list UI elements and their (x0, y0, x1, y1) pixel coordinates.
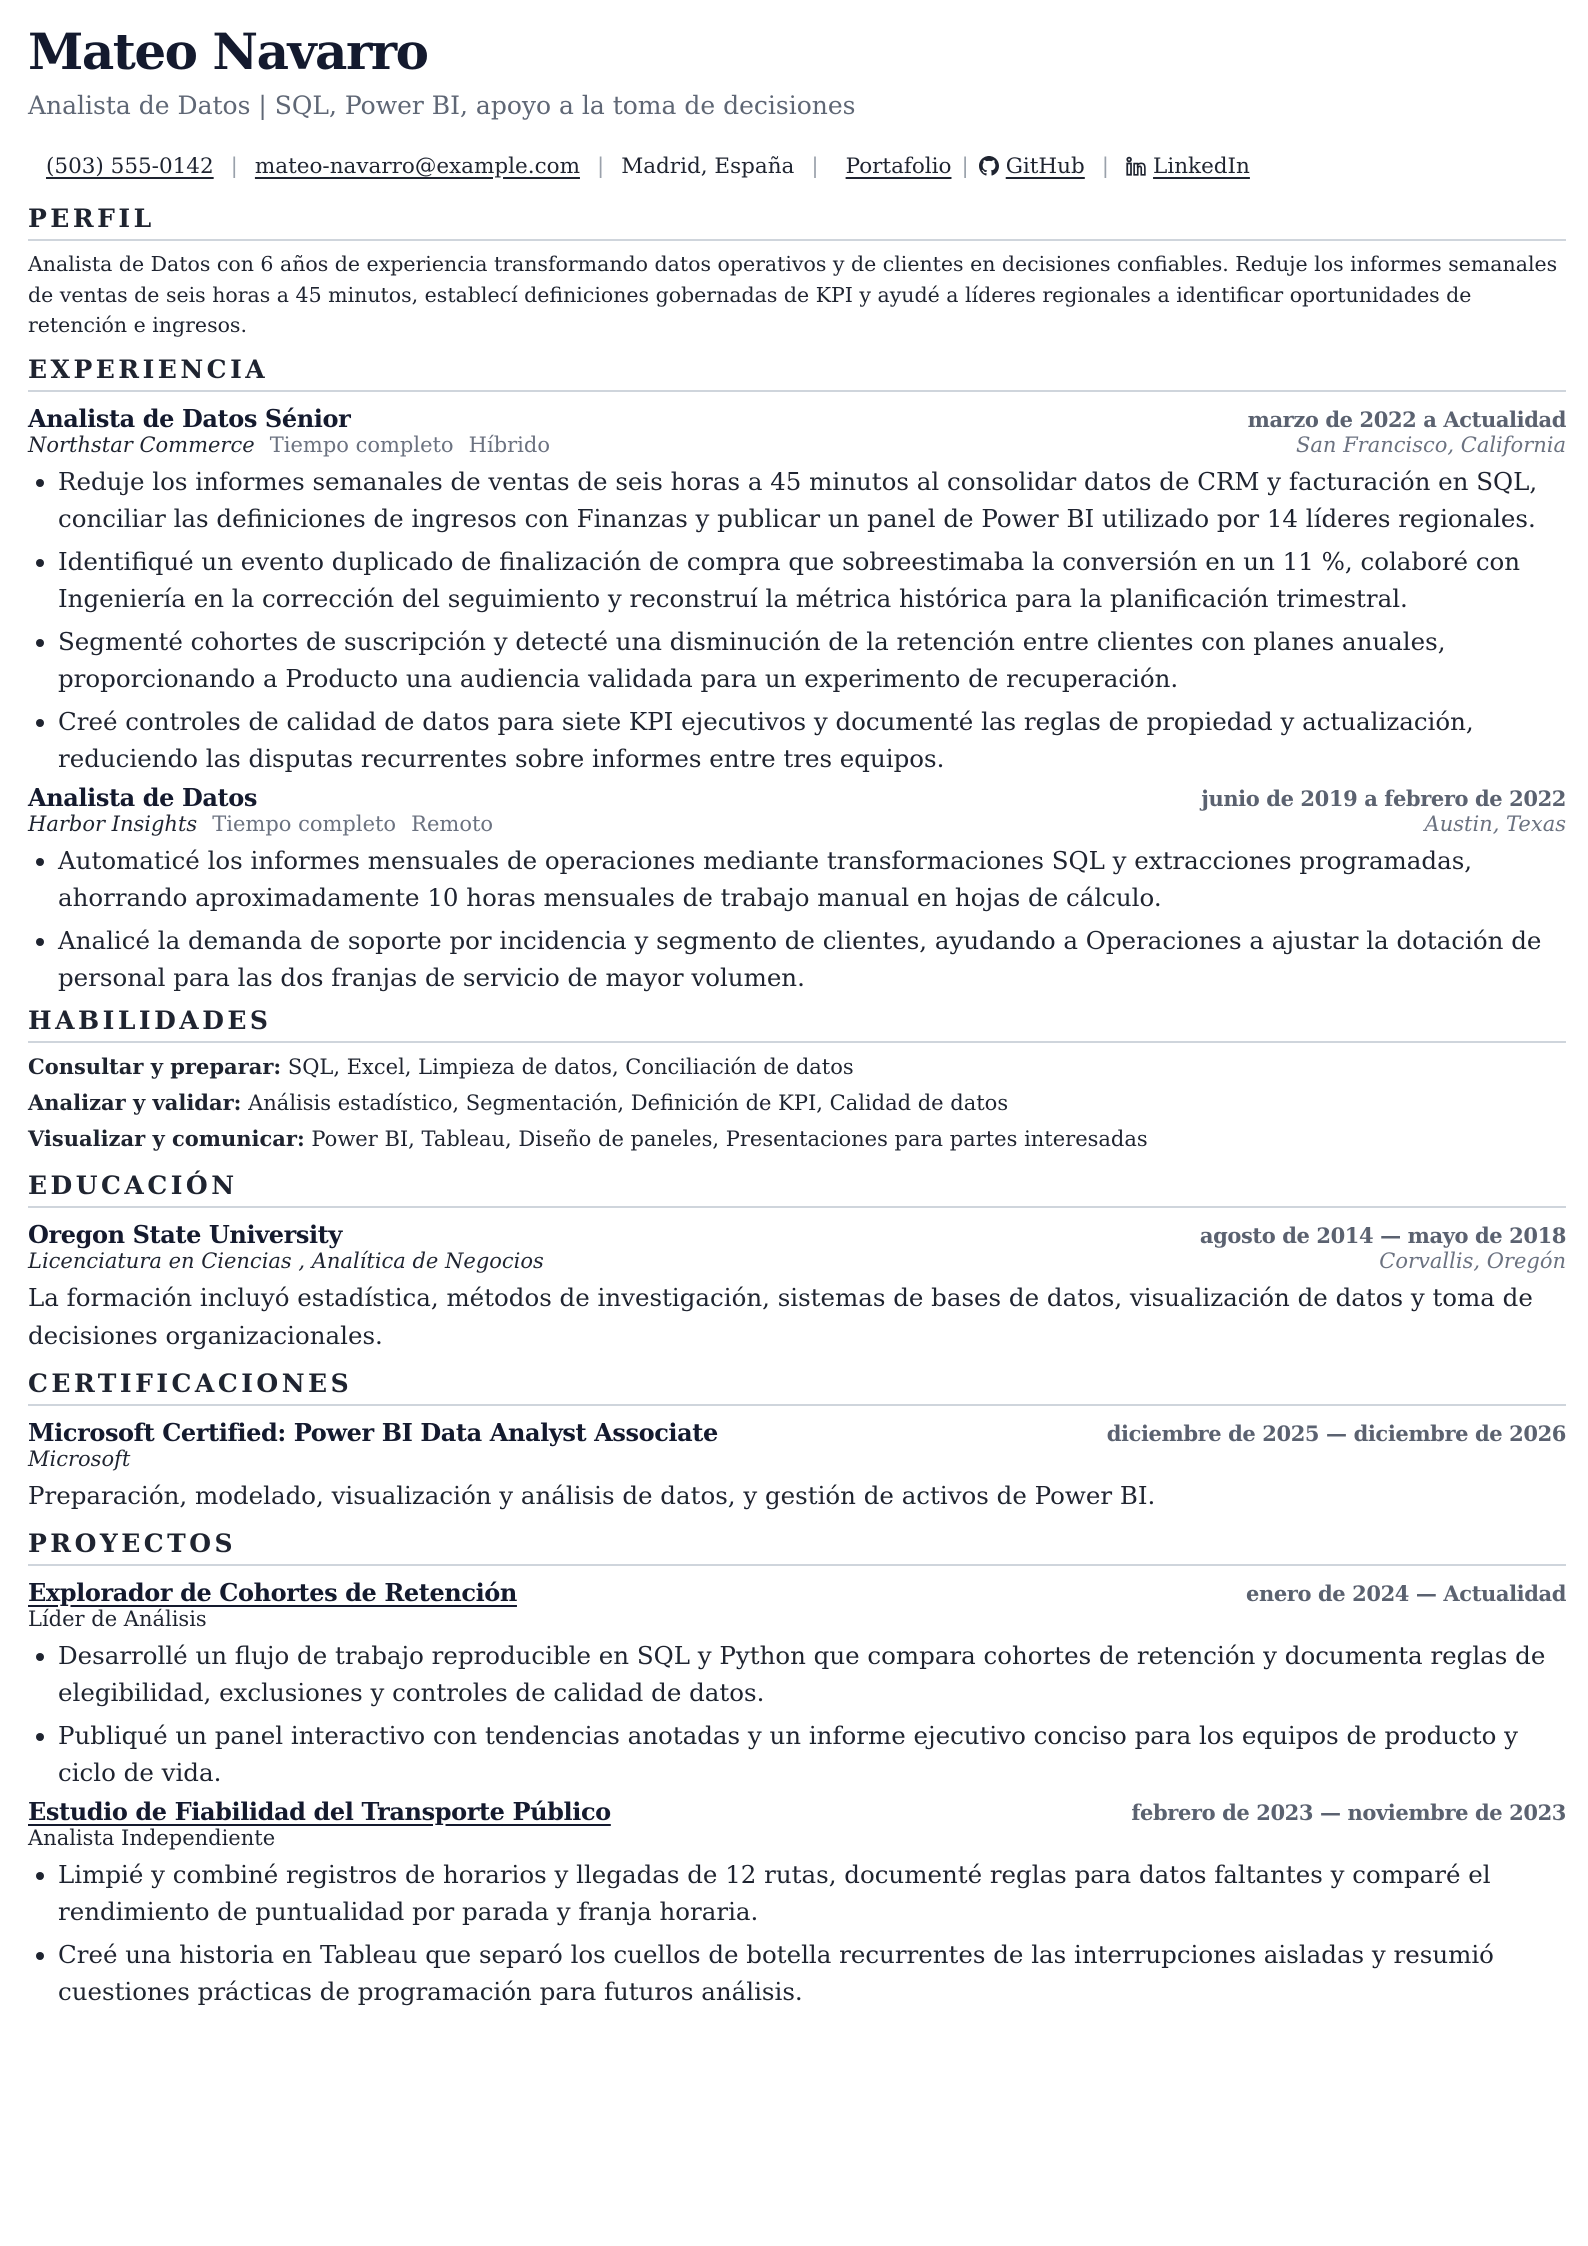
certification-issuer: Microsoft (28, 1446, 131, 1471)
experience-header (28, 404, 1566, 433)
job-dates: junio de 2019 a febrero de 2022 (1201, 785, 1566, 811)
divider: | (961, 153, 969, 179)
job-title: Analista de Datos (28, 782, 257, 812)
project-bullet: • Limpié y combiné registros de horarios y llegadas de 12 rutas, documenté reglas para datos faltantes y comparé el rendimiento de puntualidad por parada y franja horaria. (58, 1856, 1566, 1930)
skill-items: Power BI, Tableau, Diseño de paneles, Presentaciones para partes interesadas (311, 1126, 1148, 1151)
achievement-item: • Automaticé los informes mensuales de operaciones mediante transformaciones SQL y extracciones programadas, ahorrando aproximadamente 10 horas mensuales de trabajo manual en hojas de cálculo. (58, 842, 1566, 916)
skill-row (28, 1085, 1566, 1121)
achievement-item: • Segmenté cohortes de suscripción y detecté una disminución de la retención entre clientes con planes anuales, proporcionando a Producto una audiencia validada para un experimento de recuperación. (58, 623, 1566, 697)
project-bullet: • Creé una historia en Tableau que separó los cuellos de botella recurrentes de las interrupciones aisladas y resumió cuestiones prácticas de programación para futuros análisis. (58, 1936, 1566, 2010)
section-title-habilidades: HABILIDADES (28, 1004, 1566, 1043)
phone-link[interactable]: (503) 555-0142 (46, 153, 214, 179)
job-dates: marzo de 2022 a Actualidad (1247, 406, 1566, 432)
project-title-link[interactable]: Explorador de Cohortes de Retención (28, 1577, 517, 1607)
resume-page (28, 14, 1566, 2016)
project-bullet: • Publiqué un panel interactivo con tendencias anotadas y un informe ejecutivo conciso para los equipos de producto y ciclo de vida. (58, 1717, 1566, 1791)
certification-name: Microsoft Certified: Power BI Data Analyst Associate (28, 1417, 718, 1447)
section-title-educacion: EDUCACIÓN (28, 1169, 1566, 1208)
section-title-certificaciones: CERTIFICACIONES (28, 1367, 1566, 1406)
github-icon (979, 156, 999, 176)
job-title: Analista de Datos Sénior (28, 403, 351, 433)
education-description: La formación incluyó estadística, métodos de investigación, sistemas de bases de datos, visualización de datos y toma de decisiones organizacionales. (28, 1282, 1533, 1350)
experience-header (28, 783, 1566, 812)
project-dates: febrero de 2023 — noviembre de 2023 (1131, 1799, 1566, 1825)
education-dates: agosto de 2014 — mayo de 2018 (1199, 1222, 1566, 1248)
portfolio-link[interactable]: Portafolio (845, 153, 952, 179)
project-bullets (28, 1856, 1566, 2010)
profile-summary: Analista de Datos con 6 años de experiencia transformando datos operativos y de clientes en decisiones confiables. Reduje los informes semanales de ventas de seis horas a 45 minutos, establecí definiciones gobernadas de KPI y ayudé a líderes regionales a identificar oportunidades de retención e ingresos. (28, 252, 1558, 337)
employment-type: Tiempo completo (212, 811, 397, 836)
project-dates: enero de 2024 — Actualidad (1246, 1580, 1566, 1606)
company-name: Northstar Commerce (28, 432, 255, 457)
contact-bar (28, 150, 1566, 182)
certification-description: Preparación, modelado, visualización y análisis de datos, y gestión de activos de Power BI. (28, 1480, 1156, 1510)
education-header (28, 1220, 1566, 1249)
experience-entry (28, 404, 1566, 777)
skill-category: Consultar y preparar: (28, 1053, 282, 1079)
company-name: Harbor Insights (28, 811, 198, 836)
candidate-name: Mateo Navarro (28, 22, 428, 81)
skill-row (28, 1121, 1566, 1157)
project-entry (28, 1797, 1566, 2010)
achievement-item: • Creé controles de calidad de datos para siete KPI ejecutivos y documenté las reglas de propiedad y actualización, reduciendo las disputas recurrentes sobre informes entre tres equipos. (58, 703, 1566, 777)
experience-meta (28, 433, 1566, 457)
divider: | (811, 153, 819, 179)
project-bullet: • Desarrollé un flujo de trabajo reproducible en SQL y Python que compara cohortes de retención y documenta reglas de elegibilidad, exclusiones y controles de calidad de datos. (58, 1637, 1566, 1711)
skill-items: Análisis estadístico, Segmentación, Definición de KPI, Calidad de datos (248, 1090, 1009, 1115)
project-header (28, 1797, 1566, 1826)
divider: | (596, 153, 605, 179)
certification-header (28, 1418, 1566, 1447)
skills-list (28, 1049, 1566, 1157)
section-title-proyectos: PROYECTOS (28, 1527, 1566, 1566)
skill-category: Visualizar y comunicar: (28, 1125, 305, 1151)
job-location: Austin, Texas (1424, 811, 1566, 836)
project-role: Líder de Análisis (28, 1606, 207, 1631)
project-header (28, 1578, 1566, 1607)
location-text: Madrid, España (621, 153, 795, 179)
linkedin-link[interactable]: LinkedIn (1153, 153, 1250, 179)
achievement-item: • Reduje los informes semanales de ventas de seis horas a 45 minutos al consolidar datos de CRM y facturación en SQL, conciliar las definiciones de ingresos con Finanzas y publicar un panel de Power BI utilizado por 14 líderes regionales. (58, 463, 1566, 537)
headline: Analista de Datos | SQL, Power BI, apoyo a la toma de decisiones (28, 91, 856, 120)
divider: | (1101, 153, 1110, 179)
project-title-link[interactable]: Estudio de Fiabilidad del Transporte Público (28, 1796, 611, 1826)
certification-entry (28, 1418, 1566, 1515)
project-entry (28, 1578, 1566, 1791)
employment-type: Tiempo completo (269, 432, 454, 457)
achievement-list (28, 842, 1566, 996)
work-mode: Remoto (411, 811, 494, 836)
job-location: San Francisco, California (1295, 432, 1566, 457)
degree-name: Licenciatura en Ciencias , Analítica de Negocios (28, 1248, 544, 1273)
divider: | (230, 153, 238, 179)
linkedin-icon (1126, 156, 1146, 176)
certification-dates: diciembre de 2025 — diciembre de 2026 (1106, 1420, 1566, 1446)
section-title-perfil: PERFIL (28, 202, 1566, 241)
work-mode: Híbrido (468, 432, 550, 457)
project-role: Analista Independiente (28, 1825, 276, 1850)
github-link[interactable]: GitHub (1005, 153, 1085, 179)
achievement-list (28, 463, 1566, 777)
email-link[interactable]: mateo-navarro@example.com (254, 153, 580, 179)
experience-meta (28, 812, 1566, 836)
education-meta (28, 1249, 1566, 1273)
experience-entry (28, 783, 1566, 996)
skill-category: Analizar y validar: (28, 1089, 242, 1115)
achievement-item: • Identifiqué un evento duplicado de finalización de compra que sobreestimaba la conversión en un 11 %, colaboré con Ingeniería en la corrección del seguimiento y reconstruí la métrica histórica para la planificación trimestral. (58, 543, 1566, 617)
skill-row (28, 1049, 1566, 1085)
school-name: Oregon State University (28, 1219, 342, 1249)
project-bullets (28, 1637, 1566, 1791)
education-entry (28, 1220, 1566, 1355)
achievement-item: • Analicé la demanda de soporte por incidencia y segmento de clientes, ayudando a Operaciones a ajustar la dotación de personal para las dos franjas de servicio de mayor volumen. (58, 922, 1566, 996)
skill-items: SQL, Excel, Limpieza de datos, Conciliación de datos (287, 1054, 854, 1079)
education-location: Corvallis, Oregón (1379, 1248, 1566, 1273)
section-title-experiencia: EXPERIENCIA (28, 353, 1566, 392)
